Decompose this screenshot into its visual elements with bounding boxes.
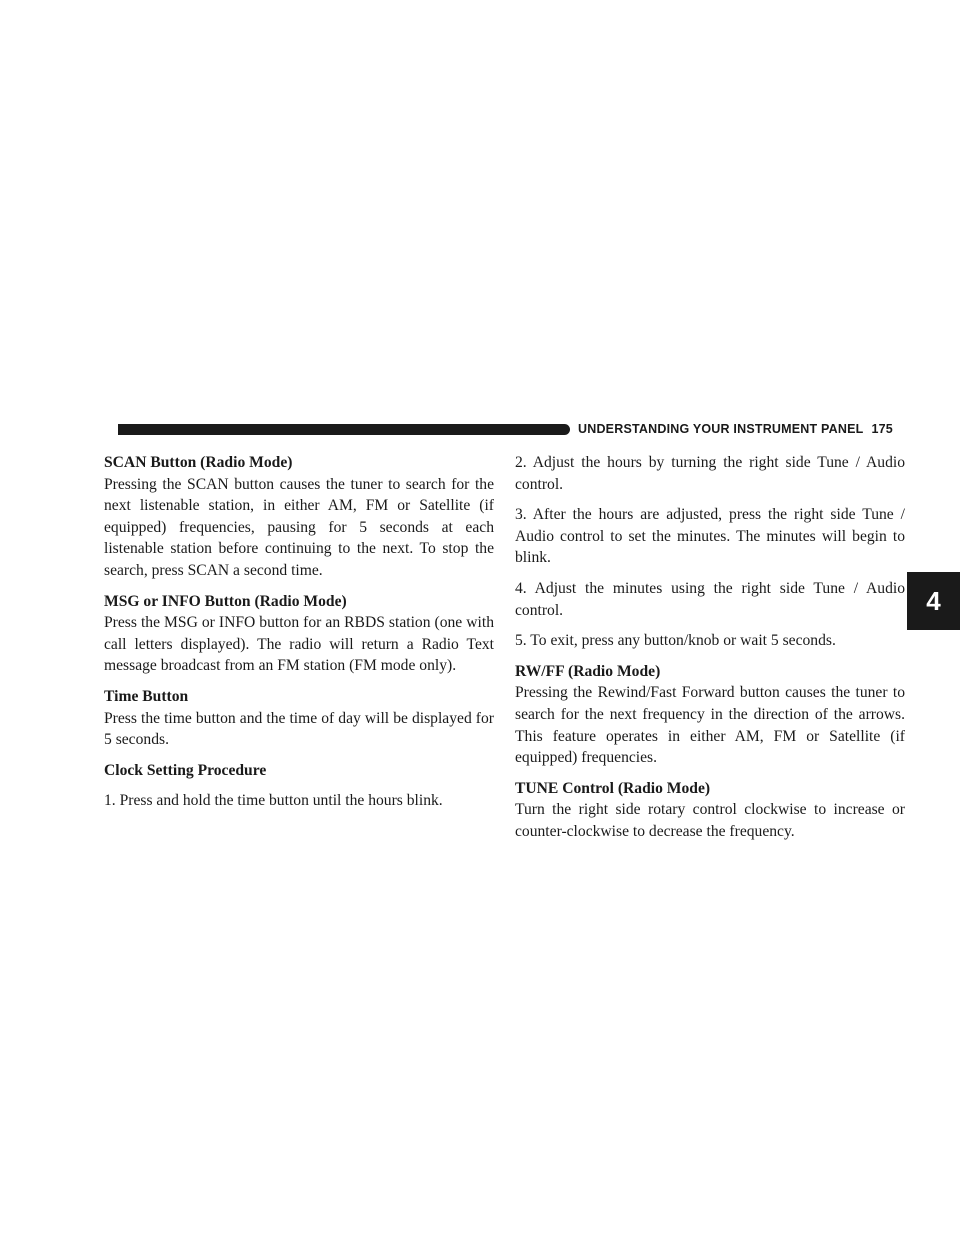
tune-body: Turn the right side rotary control clockwise to increase or counter-clockwise to decrease the frequency. xyxy=(515,801,905,840)
clock-step-1: 1. Press and hold the time button until the hours blink. xyxy=(104,792,443,810)
tune-section xyxy=(515,778,905,843)
clock-step-5: 5. To exit, press any button/knob or wait 5 seconds. xyxy=(515,632,836,650)
time-heading: Time Button xyxy=(104,687,189,705)
rwff-section xyxy=(515,661,905,769)
clock-step-3: 3. After the hours are adjusted, press the right side Tune / Audio control to set the minutes. The minutes will begin to blink. xyxy=(515,506,905,567)
clock-heading: Clock Setting Procedure xyxy=(104,761,267,779)
time-body: Press the time button and the time of day will be displayed for 5 seconds. xyxy=(104,709,494,749)
msg-heading: MSG or INFO Button (Radio Mode) xyxy=(104,592,347,610)
header-rule xyxy=(118,424,570,435)
chapter-tab: 4 xyxy=(907,572,960,630)
msg-section xyxy=(104,591,494,677)
scan-heading: SCAN Button (Radio Mode) xyxy=(104,454,293,471)
page-number: 175 xyxy=(871,422,893,436)
left-column xyxy=(104,452,494,821)
running-header xyxy=(578,422,893,436)
rwff-heading: RW/FF (Radio Mode) xyxy=(515,662,661,680)
rwff-body: Pressing the Rewind/Fast Forward button causes the tuner to search for the next frequency in the direction of the arrows. This feature operates in either AM, FM or Satellite (if equipped) frequencies. xyxy=(515,684,905,767)
time-section xyxy=(104,686,494,751)
clock-step-2: 2. Adjust the hours by turning the right side Tune / Audio control. xyxy=(515,454,905,493)
header-title: UNDERSTANDING YOUR INSTRUMENT PANEL xyxy=(578,422,864,436)
scan-body: Pressing the SCAN button causes the tuner to search for the next listenable station, in either AM, FM or Satellite (if equipped) frequencies, pausing for 5 seconds at each listenable station before continuing to the next. To stop the search, press SCAN a second time. xyxy=(104,475,494,579)
msg-body: Press the MSG or INFO button for an RBDS station (one with call letters displayed). The radio will return a Radio Text message broadcast from an FM station (FM mode only). xyxy=(104,614,494,675)
scan-section xyxy=(104,452,494,582)
tune-heading: TUNE Control (Radio Mode) xyxy=(515,779,711,797)
clock-step-4: 4. Adjust the minutes using the right side Tune / Audio control. xyxy=(515,579,905,619)
right-column xyxy=(515,452,905,852)
